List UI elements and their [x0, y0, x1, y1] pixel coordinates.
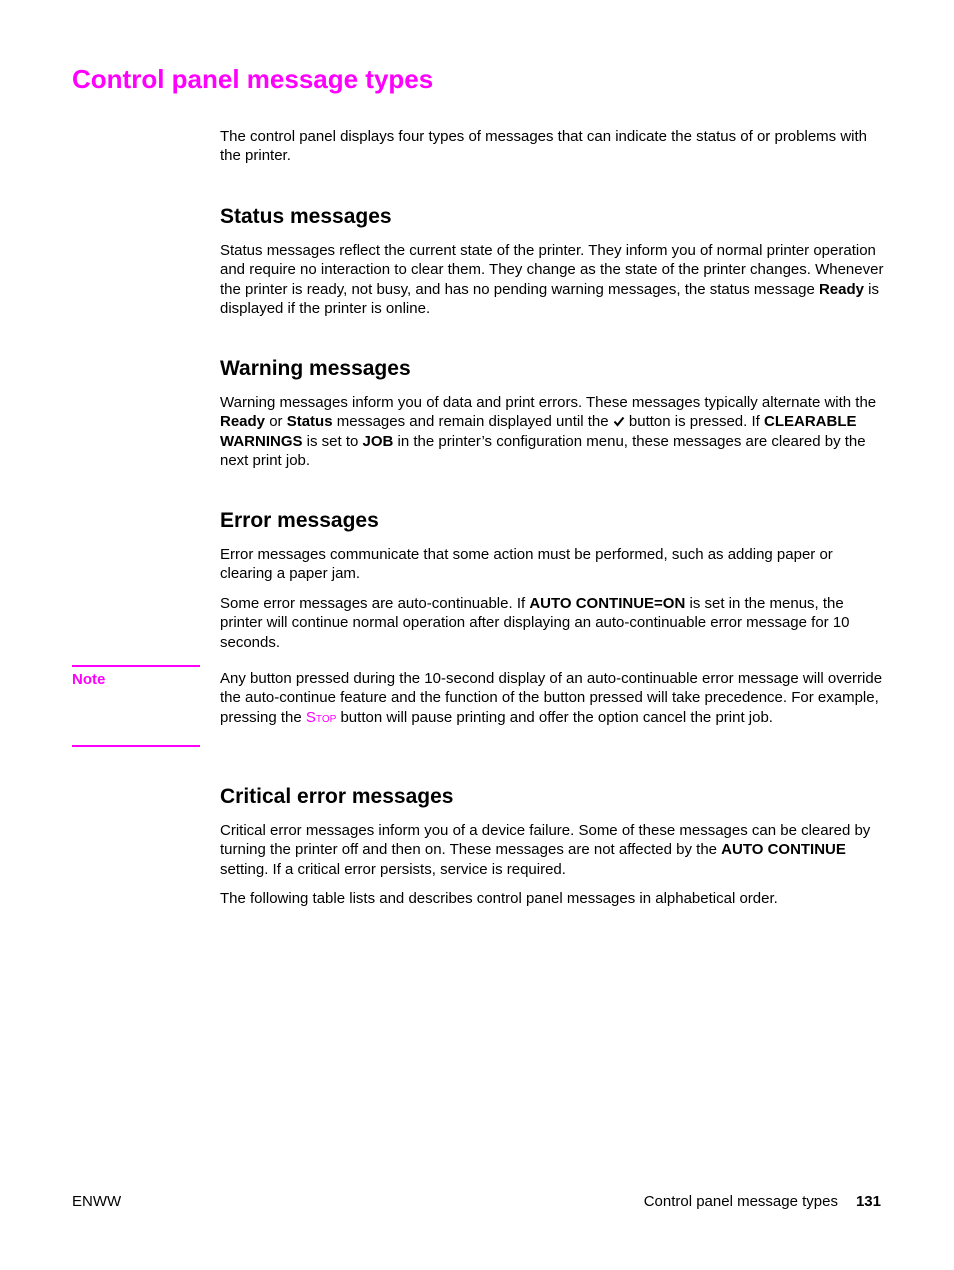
note-paragraph: Any button pressed during the 10-second display of an auto-continuable error message will override the auto-continue feature and the function of the button pressed will take precedence. For example, pressing the STOP button will pause printing and offer the option cancel the print job.	[220, 670, 883, 726]
footer-left: ENWW	[72, 1193, 122, 1210]
critical-error-paragraph-2: The following table lists and describes control panel messages in alphabetical order.	[220, 890, 778, 907]
critical-error-messages-heading: Critical error messages	[220, 785, 454, 808]
footer-right	[644, 1193, 881, 1211]
footer-section-title: Control panel message types	[643, 1193, 838, 1210]
note-bottom-rule	[72, 745, 200, 747]
note-label: Note	[72, 671, 106, 688]
status-messages-heading: Status messages	[220, 205, 392, 228]
page-number: 131	[855, 1193, 881, 1210]
warning-messages-heading: Warning messages	[220, 357, 411, 380]
checkmark-icon	[613, 415, 625, 427]
intro-paragraph: The control panel displays four types of messages that can indicate the status of or problems with the printer.	[220, 128, 868, 165]
error-messages-heading: Error messages	[220, 509, 379, 532]
warning-messages-paragraph: Warning messages inform you of data and print errors. These messages typically alternate with the Ready or Status messages and remain displayed until the button is pressed. If CLEARABLE WARNINGS is set to JOB in the printer’s configuration menu, these messages are cleared by the next print job.	[220, 394, 877, 469]
error-messages-paragraph-1: Error messages communicate that some action must be performed, such as adding paper or clearing a paper jam.	[220, 546, 833, 583]
page-title: Control panel message types	[72, 64, 434, 94]
critical-error-paragraph-1: Critical error messages inform you of a device failure. Some of these messages can be cleared by turning the printer off and then on. These messages are not affected by the AUTO CONTINUE setting. If a critical error persists, service is required.	[220, 822, 871, 878]
status-messages-paragraph: Status messages reflect the current state of the printer. They inform you of normal printer operation and require no interaction to clear them. They change as the state of the printer changes. Whenever the printer is ready, not busy, and has no pending warning messages, the status message Ready is displayed if the printer is online.	[220, 242, 884, 317]
stop-button-label: STOP	[305, 708, 337, 726]
note-top-rule	[72, 665, 200, 667]
error-messages-paragraph-2: Some error messages are auto-continuable. If AUTO CONTINUE=ON is set in the menus, the printer will continue normal operation after displaying an auto-continuable error message for 10 seconds.	[220, 595, 850, 651]
